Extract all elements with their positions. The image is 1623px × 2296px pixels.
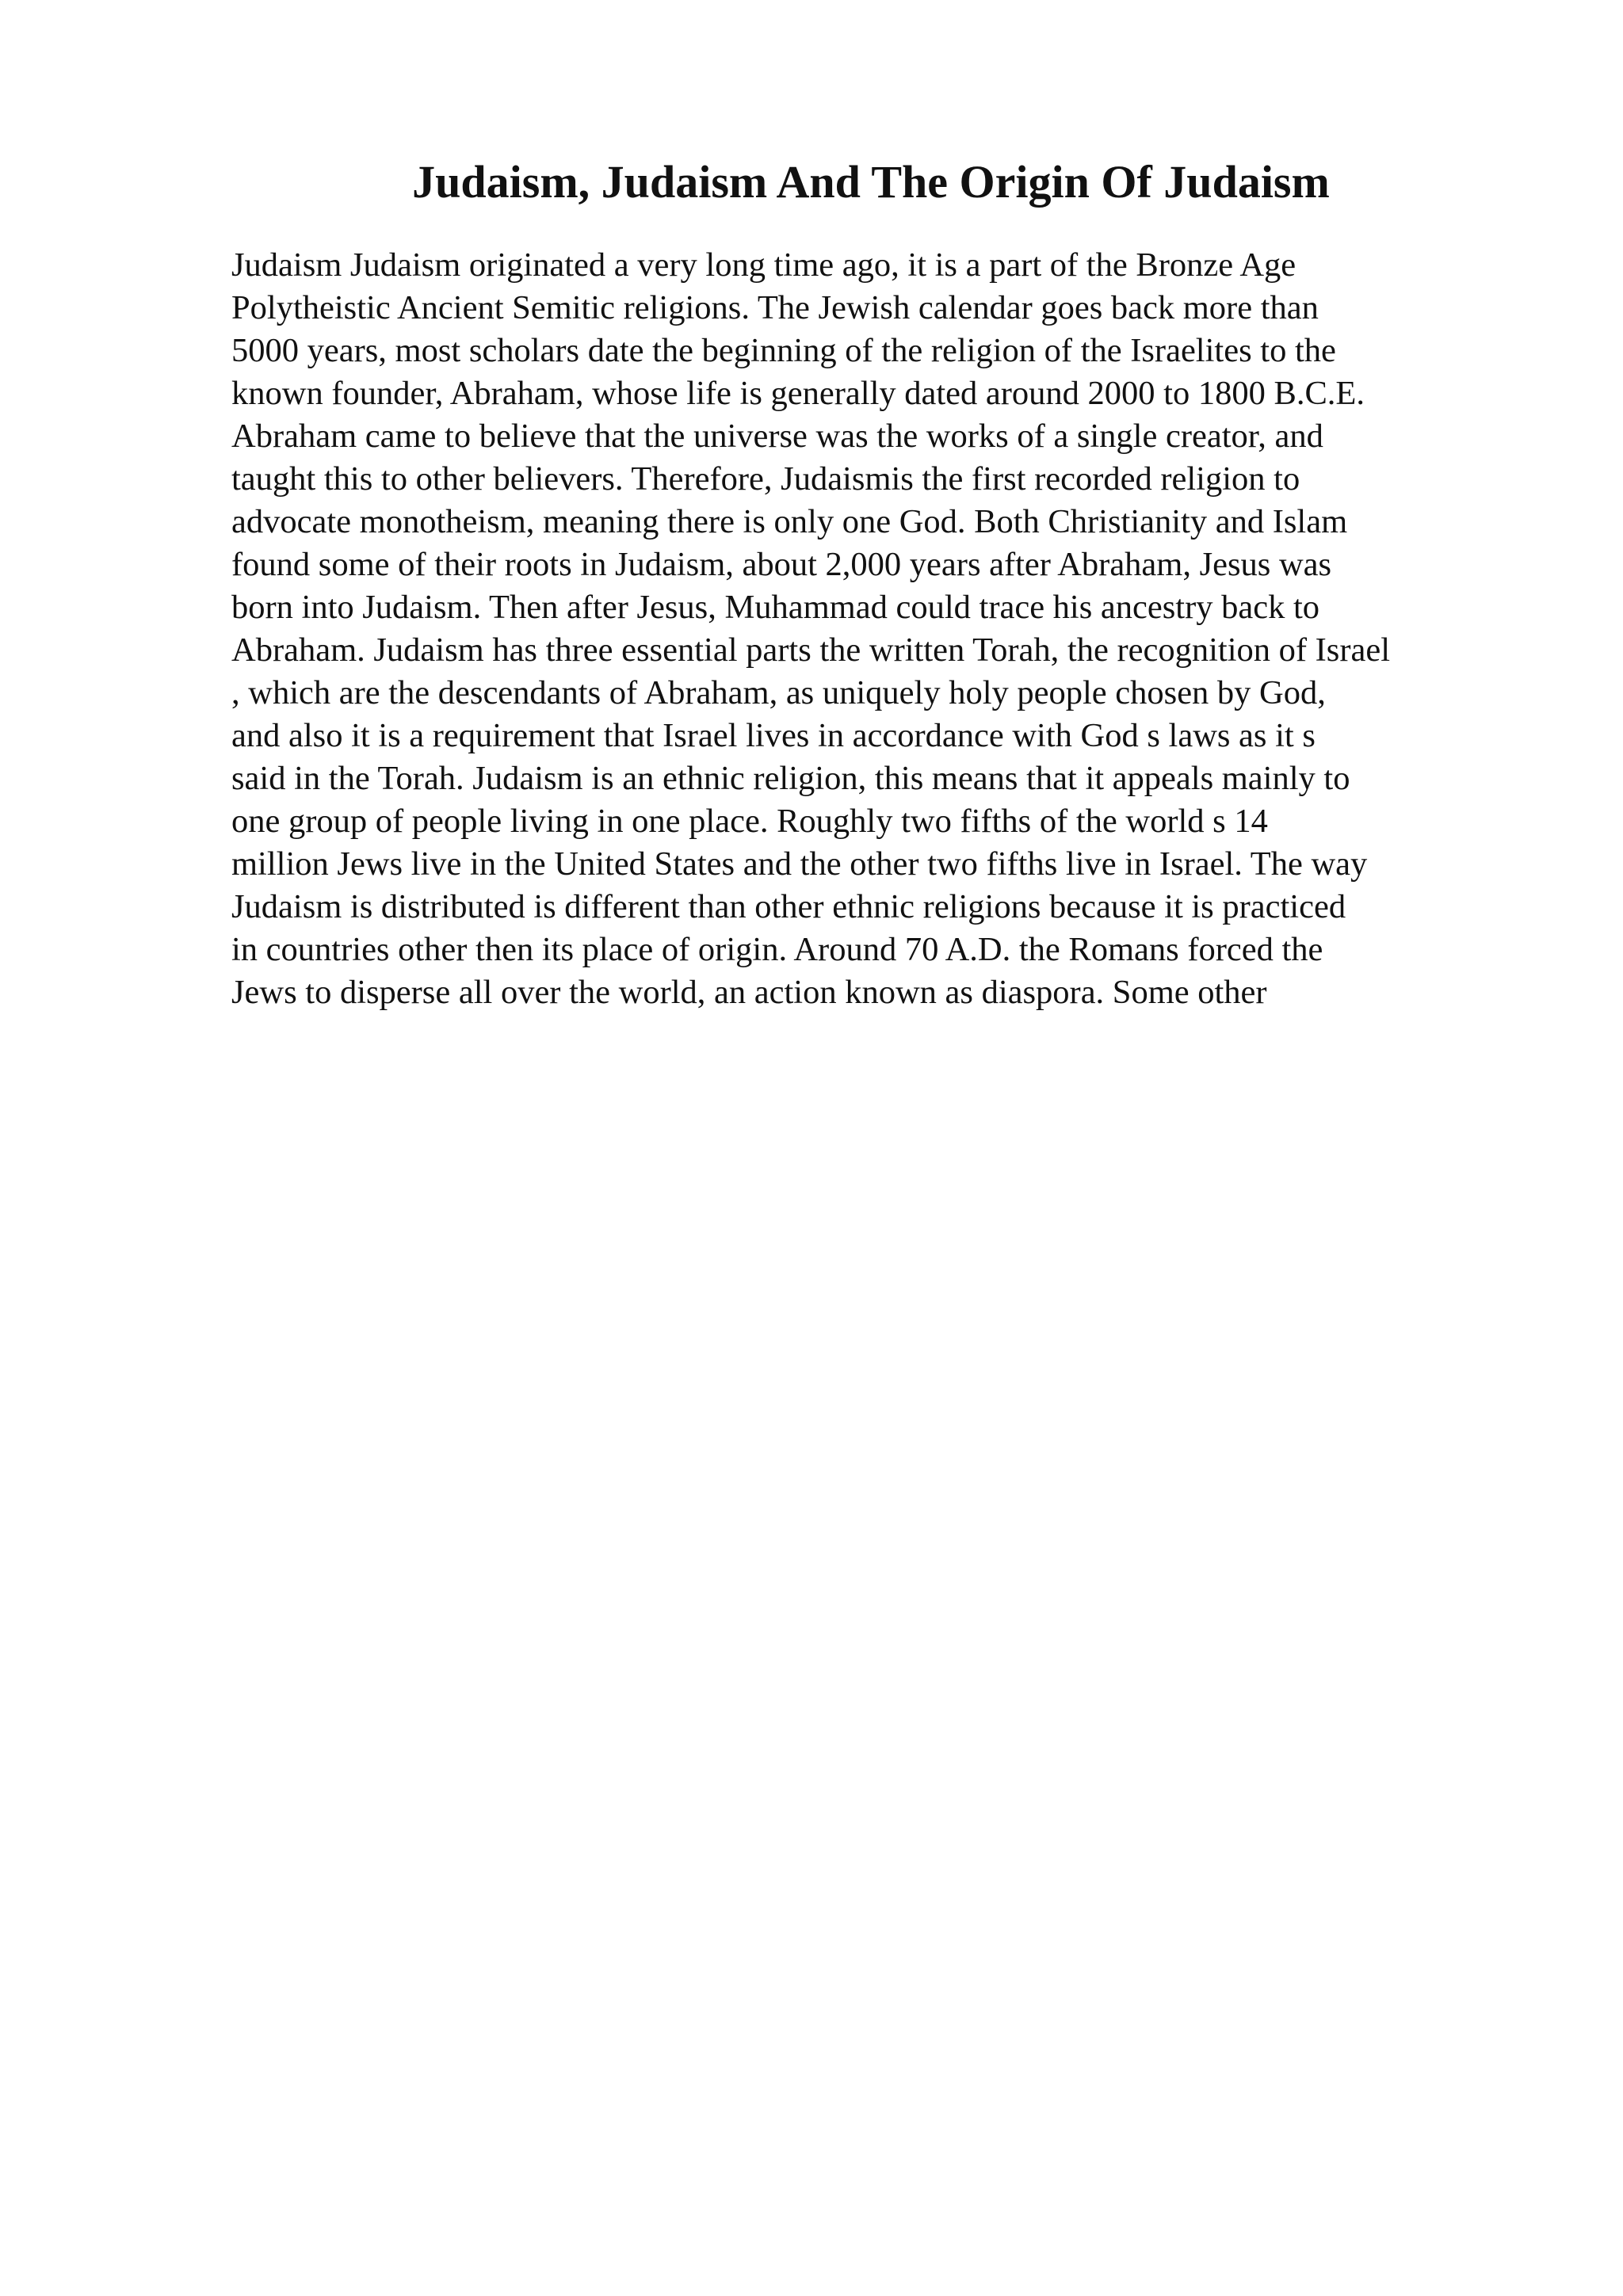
- body-line: Polytheistic Ancient Semitic religions. The Jewish calendar goes back more than: [231, 289, 1319, 326]
- body-line: Abraham. Judaism has three essential parts the written Torah, the recognition of Israel: [231, 631, 1391, 669]
- body-line: taught this to other believers. Therefore, Judaismis the first recorded religion to: [231, 460, 1300, 498]
- body-line: Judaism Judaism originated a very long time ago, it is a part of the Bronze Age: [231, 246, 1296, 284]
- document-title: Judaism, Judaism And The Origin Of Judaism: [412, 156, 1330, 208]
- body-line: known founder, Abraham, whose life is generally dated around 2000 to 1800 B.C.E.: [231, 375, 1365, 412]
- body-line: Abraham came to believe that the universe was the works of a single creator, and: [231, 418, 1323, 455]
- body-line: Judaism is distributed is different than other ethnic religions because it is practiced: [231, 888, 1346, 925]
- body-line: found some of their roots in Judaism, about 2,000 years after Abraham, Jesus was: [231, 546, 1332, 583]
- document-body: [231, 244, 1594, 1014]
- body-line: Jews to disperse all over the world, an action known as diaspora. Some other: [231, 974, 1267, 1011]
- body-line: in countries other then its place of origin. Around 70 A.D. the Romans forced the: [231, 931, 1323, 968]
- body-line: , which are the descendants of Abraham, as uniquely holy people chosen by God,: [231, 674, 1326, 711]
- body-line: said in the Torah. Judaism is an ethnic religion, this means that it appeals mainly to: [231, 760, 1350, 797]
- body-line: born into Judaism. Then after Jesus, Muhammad could trace his ancestry back to: [231, 589, 1320, 626]
- body-line: million Jews live in the United States and the other two fifths live in Israel. The way: [231, 845, 1368, 883]
- body-line: advocate monotheism, meaning there is only one God. Both Christianity and Islam: [231, 503, 1348, 540]
- body-line: one group of people living in one place. Roughly two fifths of the world s 14: [231, 803, 1268, 840]
- body-line: 5000 years, most scholars date the beginning of the religion of the Israelites to the: [231, 332, 1336, 369]
- body-line: and also it is a requirement that Israel lives in accordance with God s laws as it s: [231, 717, 1316, 754]
